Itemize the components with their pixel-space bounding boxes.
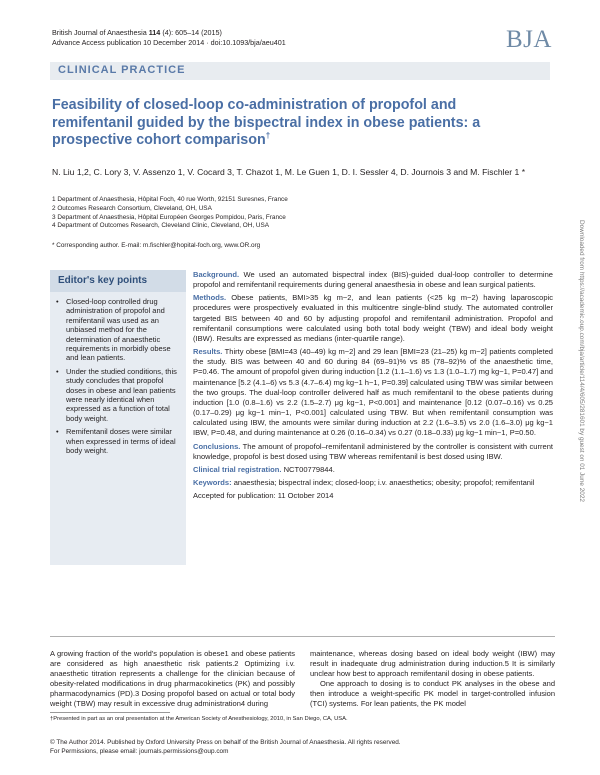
results-label: Results.: [193, 347, 223, 357]
author-list: N. Liu 1,2, C. Lory 3, V. Assenzo 1, V. Cocard 3, T. Chazot 1, M. Le Guen 1, D. I. Sessler 4, D. Journois 3 and M. Fischler 1 *: [52, 167, 526, 177]
download-watermark: Downloaded from https://academic.oup.com/bja/article/114/4/605/281601 by guest on 01 June 2022: [578, 220, 585, 502]
bja-logo: BJA: [506, 26, 552, 53]
copyright-block: [50, 738, 401, 756]
methods-label: Methods.: [193, 293, 227, 303]
section-label: CLINICAL PRACTICE: [58, 64, 186, 76]
body-column-left: [50, 649, 295, 710]
body-paragraph: maintenance, whereas dosing based on ideal body weight (IBW) may result in inadequate drug administration during induction.5 It is similarly unclear how best to approach remifentanil dosing in obese patients.: [310, 649, 555, 679]
journal-header: [52, 28, 286, 48]
corresponding-author: * Corresponding author. E-mail: m.fischler@hopital-foch.org, www.OR.org: [52, 242, 261, 249]
registration-text: NCT00779844.: [283, 464, 335, 474]
affiliation-3: 3 Department of Anaesthesia, Hôpital Européen Georges Pompidou, Paris, France: [52, 213, 286, 221]
journal-issue-pages: (4): 605–14 (2015): [162, 28, 222, 37]
abstract-keywords: [193, 478, 553, 488]
article-title-text: Feasibility of closed-loop co-administration of propofol and remifentanil guided by the bispectral index in obese patients: a prospective cohort comparison: [52, 97, 481, 149]
body-paragraph: One approach to dosing is to conduct PK analyses in the obese and then introduce a weight-specific PK model in target-controlled infusion (TCI) systems. For lean patients, the PK model: [310, 679, 555, 709]
keywords-text: anaesthesia; bispectral index; closed-loop; i.v. anaesthetics; obesity; propofol; remifentanil: [233, 477, 535, 487]
key-points-title: Editor's key points: [58, 275, 148, 286]
footnote-divider: [50, 712, 170, 713]
section-divider: [50, 636, 555, 637]
affiliations: [52, 196, 557, 231]
body-column-right: [310, 649, 555, 710]
article-title: [52, 97, 492, 150]
affiliation-4: 4 Department of Outcomes Research, Cleveland Clinic, Cleveland, OH, USA: [52, 222, 270, 230]
abstract-conclusions: [193, 442, 553, 462]
background-text: We used an automated bispectral index (BIS)-guided dual-loop controller to determine propofol and remifentanil requirements during general anaesthesia in obese and lean surgical patients.: [193, 270, 553, 290]
abstract-registration: [193, 465, 553, 475]
abstract: [193, 270, 553, 504]
registration-label: Clinical trial registration.: [193, 464, 282, 474]
journal-volume: 114: [148, 28, 161, 37]
permissions-line: For Permissions, please email: journals.permissions@oup.com: [50, 748, 229, 755]
presentation-footnote: †Presented in part as an oral presentation at the American Society of Anesthesiology, 2010, in San Diego, CA, USA.: [50, 716, 348, 722]
key-point-item: • Remifentanil doses were similar when expressed in terms of ideal body weight.: [56, 427, 182, 455]
background-label: Background.: [193, 270, 240, 279]
access-line: Advance Access publication 10 December 2014 · doi:10.1093/bja/aeu401: [52, 38, 286, 47]
key-points-list: [56, 297, 182, 460]
results-text: Thirty obese [BMI=43 (40–49) kg m−2] and 29 lean [BMI=23 (21–25) kg m−2] patients completed the study. BIS was between 40 and 60 during 84 (69–91)% vs 85 (78–92)% of the anaesthetic time, P=0.46. The amount of propofol given during induction [1.2 (1.1–1.6) vs 1.3 (1.0–1.7) mg kg−1, P=0.47] and maintenance [5.2 (4.1–6) vs 5.3 (4.7–6.4) mg kg−1 h−1, P=0.39] calculated using TBW was similar between the two groups. The dual-loop controller delivered half as much remifentanil to the obese patients during induction [1.0 (0.8–1.6) vs 2.2 (1.5–2.7) μg kg−1, P<0.001] and maintenance [0.12 (0.07–0.16) vs 0.25 (0.17–0.29) μg kg−1 min−1, P<0.001] calculated using TBW. But when remifentanil consumption was calculated using IBW, the amounts were similar during induction at 2.2 (1.6–3.5) vs 2.0 (1.6–3.0) μg kg−1 IBW, P=0.48, and during maintenance at 0.26 (0.16–0.34) vs 0.27 (0.18–0.33) μg kg−1 min−1, P=0.50.: [193, 347, 554, 438]
keywords-label: Keywords:: [193, 477, 232, 487]
abstract-background: [193, 270, 553, 290]
accepted-date: Accepted for publication: 11 October 2014: [193, 491, 334, 501]
key-point-item: • Under the studied conditions, this study concludes that propofol doses in obese and lean patients were nearly identical when expressed as a function of total body weight.: [56, 367, 182, 423]
affiliation-1: 1 Department of Anaesthesia, Hôpital Foch, 40 rue Worth, 92151 Suresnes, France: [52, 196, 288, 203]
conclusions-text: The amount of propofol–remifentanil administered by the controller is consistent with current knowledge, propofol is best dosed using TBW whereas remifentanil is best dosed using IBW.: [193, 441, 553, 461]
conclusions-label: Conclusions.: [193, 441, 241, 451]
title-footnote-mark: †: [265, 131, 271, 141]
copyright-line: © The Author 2014. Published by Oxford University Press on behalf of the British Journal of Anaesthesia. All rights reserved.: [50, 739, 401, 746]
affiliation-2: 2 Outcomes Research Consortium, Cleveland, OH, USA: [52, 204, 212, 212]
methods-text: Obese patients, BMI>35 kg m−2, and lean patients (<25 kg m−2) having laparoscopic procedures were prospectively evaluated in this multicentre single-blind study. The automated controller targeted BIS between 40 and 60 by adjusting propofol and remifentanil administration. Propofol and remifentanil consumptions were calculated using both total body weight (TBW) and ideal body weight (IBW). Results are expressed as medians (inter-quartile range).: [193, 293, 553, 343]
body-paragraph: A growing fraction of the world's population is obese1 and obese patients are considered as high anaesthetic risk patients.2 Optimizing i.v. anaesthetic titration represents a challenge for the clinician because of obesity-related modifications in drug pharmacokinetics (PK) and possibly pharmacodynamics (PD).3 Dosing propofol based on actual or total body weight (TBW) may result in excessive drug administration4 during: [50, 649, 295, 709]
abstract-methods: [193, 293, 553, 344]
abstract-results: [193, 347, 553, 438]
journal-name: British Journal of Anaesthesia: [52, 28, 147, 37]
key-point-item: • Closed-loop controlled drug administration of propofol and remifentanil was used as an unbiased method for the determination of anaesthetic requirements in morbidly obese and lean patients.: [56, 297, 182, 363]
